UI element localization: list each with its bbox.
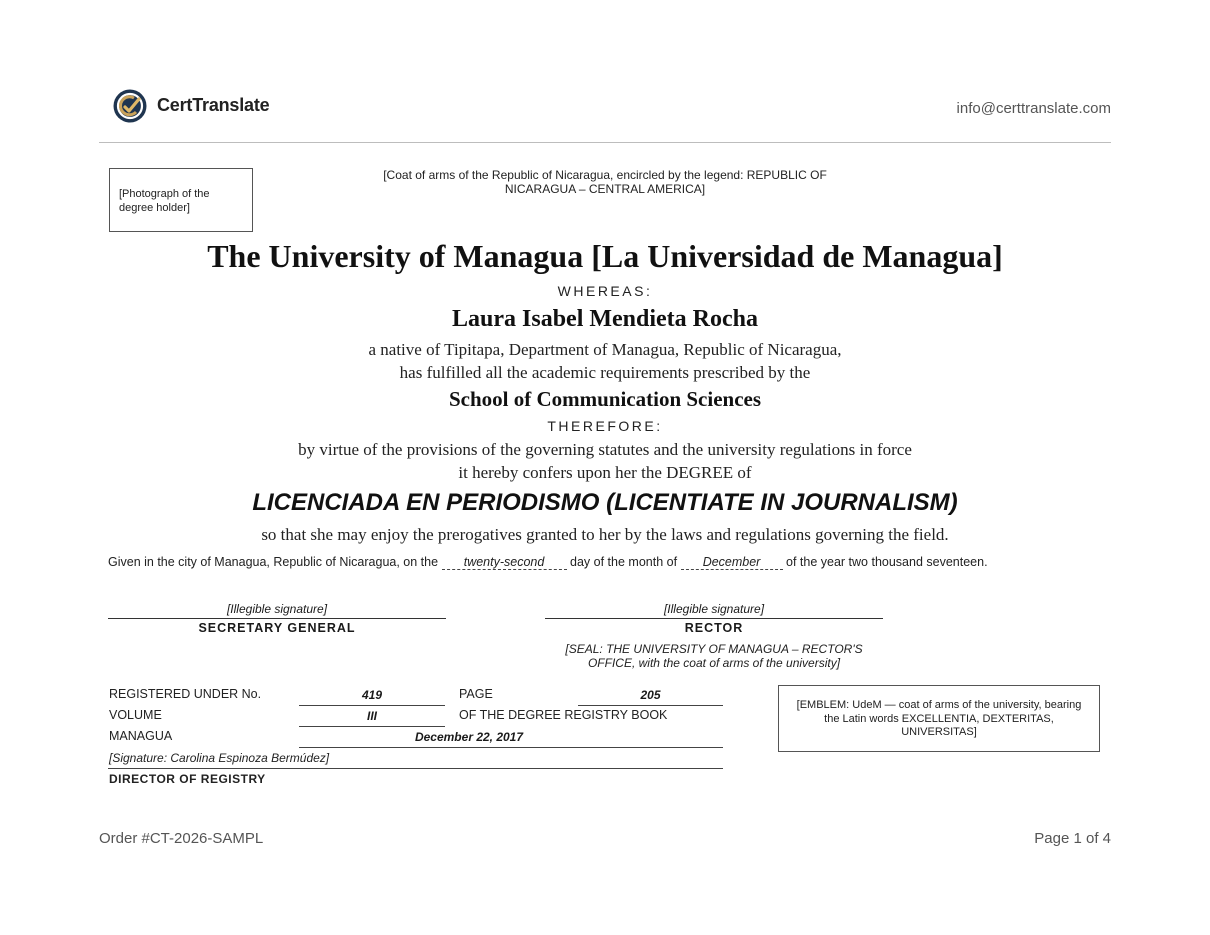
university-emblem-box	[778, 685, 1100, 752]
holder-name: Laura Isabel Mendieta Rocha	[452, 306, 758, 332]
rector-signature-block	[545, 602, 883, 635]
page-number-rule	[578, 705, 723, 706]
secretary-signature: [Illegible signature]	[108, 602, 446, 619]
given-month: December	[681, 555, 783, 570]
rector-role: RECTOR	[684, 621, 744, 635]
university-emblem-note: [EMBLEM: UdeM — coat of arms of the university, bearing the Latin words EXCELLENTIA, DEXTERITAS, UNIVERSITAS]	[796, 699, 1082, 738]
whereas-heading: WHEREAS:	[557, 283, 653, 299]
university-title: The University of Managua [La Universidad de Managua]	[207, 238, 1003, 274]
given-prefix: Given in the city of Managua, Republic of Nicaragua, on the	[108, 555, 439, 569]
header-divider	[99, 142, 1111, 143]
given-middle: day of the month of	[570, 555, 678, 569]
given-suffix: of the year two thousand seventeen.	[786, 555, 988, 569]
director-signature-rule	[108, 768, 723, 769]
city-label: MANAGUA	[109, 729, 173, 743]
director-role: DIRECTOR OF REGISTRY	[109, 772, 266, 786]
confers-line: it hereby confers upon her the DEGREE of	[458, 463, 752, 482]
school-name: School of Communication Sciences	[448, 387, 762, 411]
registered-number-rule	[299, 705, 445, 706]
therefore-heading: THEREFORE:	[547, 418, 663, 434]
registry-date-rule	[299, 747, 723, 748]
order-number: Order #CT-2026-SAMPL	[99, 830, 264, 847]
prerogatives-line: so that she may enjoy the prerogatives granted to her by the laws and regulations governing the field.	[261, 525, 949, 544]
coat-of-arms-note: [Coat of arms of the Republic of Nicaragua, encircled by the legend: REPUBLIC OF NICARAGUA – CENTRAL AMERICA]	[383, 168, 827, 196]
registered-number: 419	[361, 688, 383, 702]
page-number: 205	[640, 688, 661, 702]
given-day: twenty-second	[442, 555, 567, 570]
given-statement	[108, 555, 988, 570]
photo-placeholder-box	[109, 168, 253, 232]
contact-email[interactable]: info@certtranslate.com	[956, 100, 1111, 117]
brand-name: CertTranslate	[157, 95, 270, 115]
photo-placeholder-text: [Photograph of the degree holder]	[119, 188, 210, 214]
fulfilled-line: has fulfilled all the academic requirements prescribed by the	[399, 363, 811, 382]
director-signature: [Signature: Carolina Espinoza Bermúdez]	[109, 751, 330, 765]
cert-logo-icon	[112, 88, 148, 124]
virtue-line: by virtue of the provisions of the governing statutes and the university regulations in force	[298, 440, 912, 459]
secretary-signature-block	[108, 602, 446, 635]
page-label: PAGE	[459, 687, 493, 701]
registry-date: December 22, 2017	[414, 730, 524, 744]
volume-number-rule	[299, 726, 445, 727]
rector-signature: [Illegible signature]	[545, 602, 883, 619]
rector-seal-note: [SEAL: THE UNIVERSITY OF MANAGUA – RECTOR'S OFFICE, with the coat of arms of the university]	[565, 642, 863, 670]
native-line: a native of Tipitapa, Department of Managua, Republic of Nicaragua,	[368, 340, 842, 359]
registry-book-label: OF THE DEGREE REGISTRY BOOK	[459, 708, 668, 722]
registered-label: REGISTERED UNDER No.	[109, 687, 262, 701]
volume-number: III	[366, 709, 377, 723]
degree-title: LICENCIADA EN PERIODISMO (LICENTIATE IN JOURNALISM)	[252, 489, 958, 516]
page-indicator: Page 1 of 4	[1034, 830, 1111, 847]
volume-label: VOLUME	[109, 708, 162, 722]
secretary-role: SECRETARY GENERAL	[198, 621, 356, 635]
